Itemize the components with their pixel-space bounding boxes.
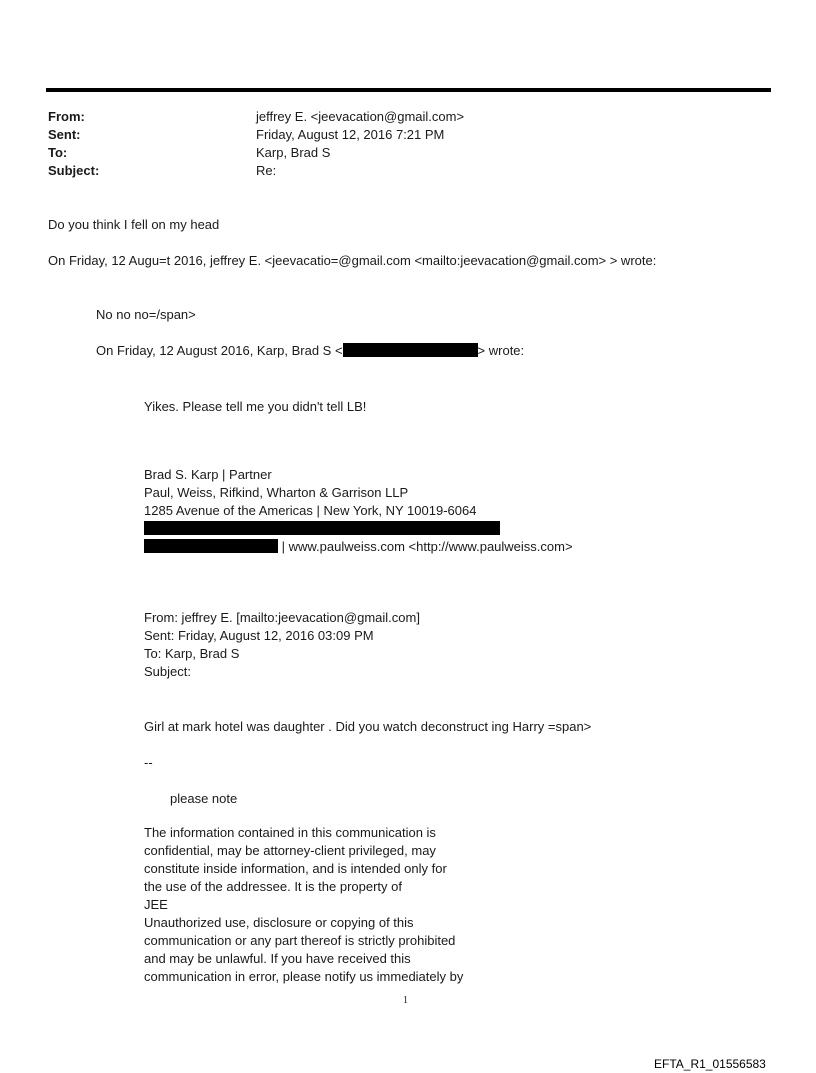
disclaimer-line: the use of the addressee. It is the property of [144, 879, 402, 894]
to-value: Karp, Brad S [256, 145, 331, 160]
disclaimer-line: confidential, may be attorney-client privileged, may [144, 843, 436, 858]
forwarded-header [144, 609, 420, 681]
quote-line-1: No no no=/span> [96, 307, 196, 322]
redaction-box [144, 521, 500, 535]
signature-dashes: -- [144, 755, 153, 770]
signature-block [144, 466, 573, 556]
signature-firm: Paul, Weiss, Rifkind, Wharton & Garrison LLP [144, 485, 409, 500]
yikes-message: Yikes. Please tell me you didn't tell LB! [144, 399, 367, 414]
from-label: From: [48, 109, 85, 124]
quote-attribution-post: > wrote: [477, 343, 525, 358]
reply-attribution: On Friday, 12 Augu=t 2016, jeffrey E. <jeevacatio=@gmail.com <mailto:jeevacation@gmail.com> > wrote: [48, 253, 657, 268]
disclaimer-line: and may be unlawful. If you have received this [144, 951, 411, 966]
forwarded-from: From: jeffrey E. [mailto:jeevacation@gmail.com] [144, 610, 420, 625]
signature-redacted-line [144, 520, 573, 538]
signature-web: | www.paulweiss.com <http://www.paulweiss.com> [281, 539, 573, 554]
sent-value: Friday, August 12, 2016 7:21 PM [256, 127, 445, 142]
forwarded-to: To: Karp, Brad S [144, 646, 240, 661]
disclaimer-line: communication or any part thereof is strictly prohibited [144, 933, 456, 948]
body-line-1: Do you think I fell on my head [48, 217, 220, 232]
page-number: 1 [403, 995, 408, 1006]
signature-address: 1285 Avenue of the Americas | New York, NY 10019-6064 [144, 503, 477, 518]
forwarded-subject: Subject: [144, 664, 191, 679]
forwarded-message: Girl at mark hotel was daughter . Did you watch deconstruct ing Harry =span> [144, 719, 592, 734]
disclaimer-line: constitute inside information, and is intended only for [144, 861, 447, 876]
signature-web-line [144, 538, 573, 556]
to-label: To: [48, 145, 68, 160]
redaction-box [144, 539, 278, 553]
subject-label: Subject: [48, 163, 100, 178]
disclaimer-line: communication in error, please notify us immediately by [144, 969, 464, 984]
subject-value: Re: [256, 163, 277, 178]
quote-attribution [96, 342, 524, 360]
quote-attribution-pre: On Friday, 12 August 2016, Karp, Brad S < [96, 343, 343, 358]
header-rule [46, 88, 771, 92]
forwarded-sent: Sent: Friday, August 12, 2016 03:09 PM [144, 628, 374, 643]
disclaimer-block [144, 824, 463, 986]
signature-name: Brad S. Karp | Partner [144, 467, 272, 482]
from-value: jeffrey E. <jeevacation@gmail.com> [256, 109, 465, 124]
please-note: please note [170, 791, 238, 806]
disclaimer-line: JEE [144, 897, 168, 912]
disclaimer-line: Unauthorized use, disclosure or copying of this [144, 915, 414, 930]
redaction-box [343, 343, 478, 357]
bates-number: EFTA_R1_01556583 [654, 1057, 766, 1071]
disclaimer-line: The information contained in this communication is [144, 825, 436, 840]
sent-label: Sent: [48, 127, 81, 142]
